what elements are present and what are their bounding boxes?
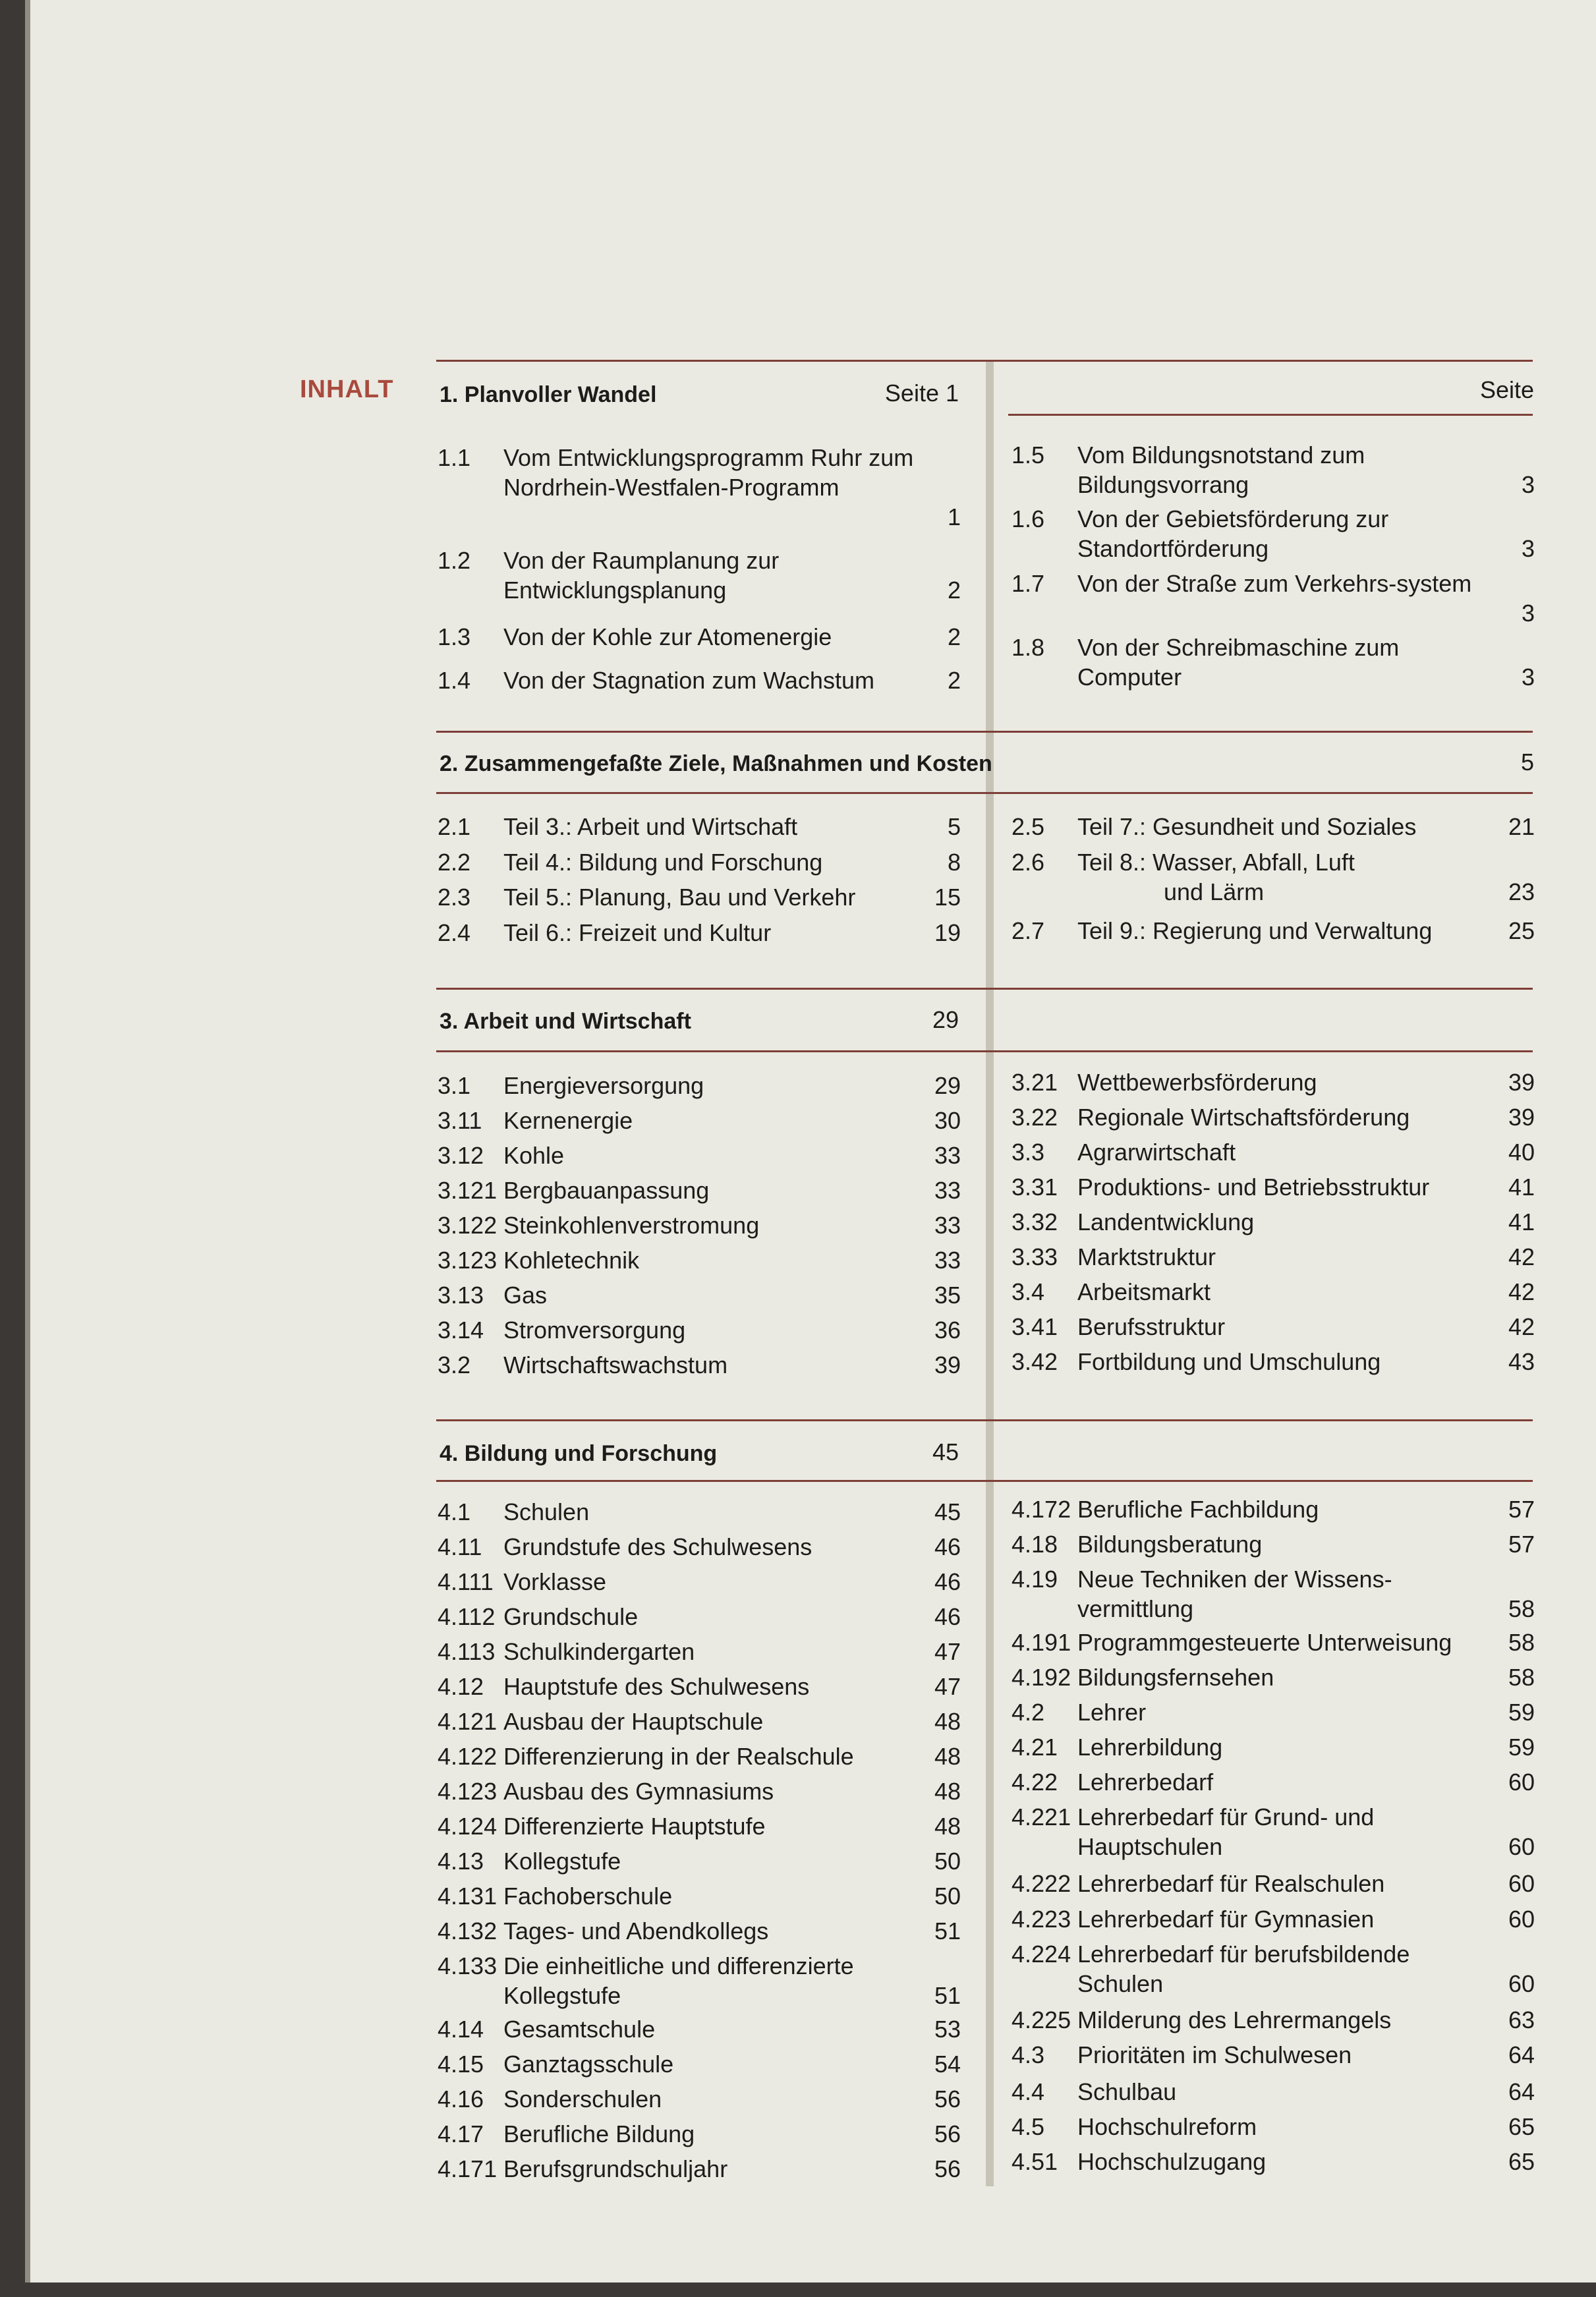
toc-entry: 1.6 Von der Gebietsförderung zur Standortförderung 3: [1012, 505, 1535, 562]
toc-entry: 4.21 Lehrerbildung 59: [1012, 1734, 1535, 1761]
toc-entry: 4.112 Grundschule 46: [438, 1603, 961, 1630]
toc-entry: 4.16 Sonderschulen 56: [438, 2085, 961, 2113]
section-rule: [436, 988, 1533, 990]
toc-entry: 4.121 Ausbau der Hauptschule 48: [438, 1708, 961, 1735]
toc-entry: 4.191 Programmgesteuerte Unterweisung 58: [1012, 1629, 1535, 1656]
scan-edge-left: [0, 0, 30, 2297]
toc-entry: 4.172 Berufliche Fachbildung 57: [1012, 1496, 1535, 1523]
toc-entry: 4.18 Bildungsberatung 57: [1012, 1531, 1535, 1558]
toc-entry: 4.3 Prioritäten im Schulwesen 64: [1012, 2041, 1535, 2068]
section-page: 5: [1520, 749, 1534, 776]
toc-entry: 4.224 Lehrerbedarf für berufsbildende Schulen 60: [1012, 1941, 1535, 1997]
scan-edge-bottom: [0, 2283, 1596, 2297]
toc-entry: 1.5 Vom Bildungsnotstand zum Bildungsvorrang 3: [1012, 441, 1535, 498]
toc-entry: 1.3 Von der Kohle zur Atomenergie 2: [438, 623, 961, 650]
section-rule-right: [1008, 414, 1533, 416]
toc-entry: 4.122 Differenzierung in der Realschule 48: [438, 1743, 961, 1770]
toc-entry: 3.14 Stromversorgung 36: [438, 1317, 961, 1344]
toc-entry: 4.19 Neue Techniken der Wissens-vermittlung 58: [1012, 1566, 1535, 1622]
toc-entry: 2.3 Teil 5.: Planung, Bau und Verkehr 15: [438, 884, 961, 911]
toc-entry: 4.15 Ganztagsschule 54: [438, 2051, 961, 2078]
section-rule: [436, 1050, 1533, 1052]
toc-entry: 4.225 Milderung des Lehrermangels 63: [1012, 2006, 1535, 2033]
toc-entry: 4.22 Lehrerbedarf 60: [1012, 1769, 1535, 1796]
toc-entry: 4.171 Berufsgrundschuljahr 56: [438, 2155, 961, 2182]
section-rule: [436, 792, 1533, 794]
toc-heading: INHALT: [300, 376, 394, 403]
toc-entry: 4.4 Schulbau 64: [1012, 2078, 1535, 2105]
toc-entry: 3.122 Steinkohlenverstromung 33: [438, 1212, 961, 1239]
toc-entry: 4.1 Schulen 45: [438, 1498, 961, 1525]
section-title: 4. Bildung und Forschung: [440, 1441, 718, 1466]
toc-entry: 3.21 Wettbewerbsförderung 39: [1012, 1069, 1535, 1096]
toc-entry: 4.223 Lehrerbedarf für Gymnasien 60: [1012, 1906, 1535, 1933]
toc-entry: 2.7 Teil 9.: Regierung und Verwaltung 25: [1012, 917, 1535, 944]
toc-entry: 4.11 Grundstufe des Schulwesens 46: [438, 1533, 961, 1560]
toc-entry: 2.6 Teil 8.: Wasser, Abfall, Luft und Lärm 23: [1012, 849, 1535, 905]
toc-entry: 4.124 Differenzierte Hauptstufe 48: [438, 1813, 961, 1840]
toc-entry: 4.17 Berufliche Bildung 56: [438, 2120, 961, 2147]
toc-entry: 1.7 Von der Straße zum Verkehrs-system 3: [1012, 570, 1535, 627]
toc-entry: 4.132 Tages- und Abendkollegs 51: [438, 1917, 961, 1944]
toc-entry: 3.11 Kernenergie 30: [438, 1107, 961, 1134]
toc-entry: 3.3 Agrarwirtschaft 40: [1012, 1139, 1535, 1166]
toc-entry: 3.121 Bergbauanpassung 33: [438, 1177, 961, 1204]
toc-entry: 2.2 Teil 4.: Bildung und Forschung 8: [438, 849, 961, 876]
toc-entry: 4.13 Kollegstufe 50: [438, 1848, 961, 1875]
toc-entry: 4.2 Lehrer 59: [1012, 1699, 1535, 1726]
toc-entry: 3.1 Energieversorgung 29: [438, 1072, 961, 1099]
toc-entry: 1.2 Von der Raumplanung zur Entwicklungsplanung 2: [438, 547, 961, 604]
toc-entry: 2.4 Teil 6.: Freizeit und Kultur 19: [438, 919, 961, 946]
toc-entry: 4.133 Die einheitliche und differenzierte Kollegstufe 51: [438, 1952, 961, 2009]
toc-entry: 3.4 Arbeitsmarkt 42: [1012, 1278, 1535, 1305]
toc-entry: 3.42 Fortbildung und Umschulung 43: [1012, 1348, 1535, 1375]
section-rule: [436, 731, 1533, 733]
section-rule: [436, 360, 1533, 362]
toc-entry: 4.221 Lehrerbedarf für Grund- und Hauptschulen 60: [1012, 1803, 1535, 1860]
toc-entry: 1.4 Von der Stagnation zum Wachstum 2: [438, 667, 961, 694]
toc-entry: 1.8 Von der Schreibmaschine zum Computer 3: [1012, 634, 1535, 691]
section-page: 45: [932, 1438, 959, 1465]
section-rule: [436, 1480, 1533, 1482]
column-page-header: Seite: [1479, 376, 1534, 403]
toc-entry: 2.5 Teil 7.: Gesundheit und Soziales 21: [1012, 813, 1535, 840]
toc-entry: 4.192 Bildungsfernsehen 58: [1012, 1664, 1535, 1691]
column-divider: [986, 361, 994, 2186]
toc-entry: 3.12 Kohle 33: [438, 1142, 961, 1169]
toc-entry: 3.22 Regionale Wirtschaftsförderung 39: [1012, 1104, 1535, 1131]
toc-entry: 3.33 Marktstruktur 42: [1012, 1243, 1535, 1270]
section-page: 29: [932, 1006, 959, 1033]
toc-entry: 3.13 Gas 35: [438, 1282, 961, 1309]
toc-entry: 3.32 Landentwicklung 41: [1012, 1208, 1535, 1235]
section-rule: [436, 1419, 1533, 1421]
section-page: Seite 1: [884, 380, 959, 407]
toc-entry: 3.41 Berufsstruktur 42: [1012, 1313, 1535, 1340]
toc-entry: 1.1 Vom Entwicklungsprogramm Ruhr zum Nordrhein-Westfalen-Programm 1: [438, 444, 961, 530]
toc-entry: 4.12 Hauptstufe des Schulwesens 47: [438, 1673, 961, 1700]
toc-entry: 4.14 Gesamtschule 53: [438, 2016, 961, 2043]
toc-entry: 4.113 Schulkindergarten 47: [438, 1638, 961, 1665]
toc-entry: 2.1 Teil 3.: Arbeit und Wirtschaft 5: [438, 813, 961, 840]
toc-entry: 4.111 Vorklasse 46: [438, 1568, 961, 1595]
section-title: 1. Planvoller Wandel: [440, 382, 657, 407]
section-title: 2. Zusammengefaßte Ziele, Maßnahmen und Kosten: [440, 751, 992, 776]
toc-entry: 4.123 Ausbau des Gymnasiums 48: [438, 1778, 961, 1805]
toc-entry: 3.2 Wirtschaftswachstum 39: [438, 1351, 961, 1378]
toc-entry: 4.222 Lehrerbedarf für Realschulen 60: [1012, 1870, 1535, 1897]
toc-entry: 4.51 Hochschulzugang 65: [1012, 2148, 1535, 2175]
toc-entry: 3.31 Produktions- und Betriebsstruktur 41: [1012, 1174, 1535, 1201]
section-title: 3. Arbeit und Wirtschaft: [440, 1009, 691, 1034]
toc-entry: 3.123 Kohletechnik 33: [438, 1247, 961, 1274]
toc-entry: 4.5 Hochschulreform 65: [1012, 2113, 1535, 2140]
toc-entry: 4.131 Fachoberschule 50: [438, 1883, 961, 1910]
